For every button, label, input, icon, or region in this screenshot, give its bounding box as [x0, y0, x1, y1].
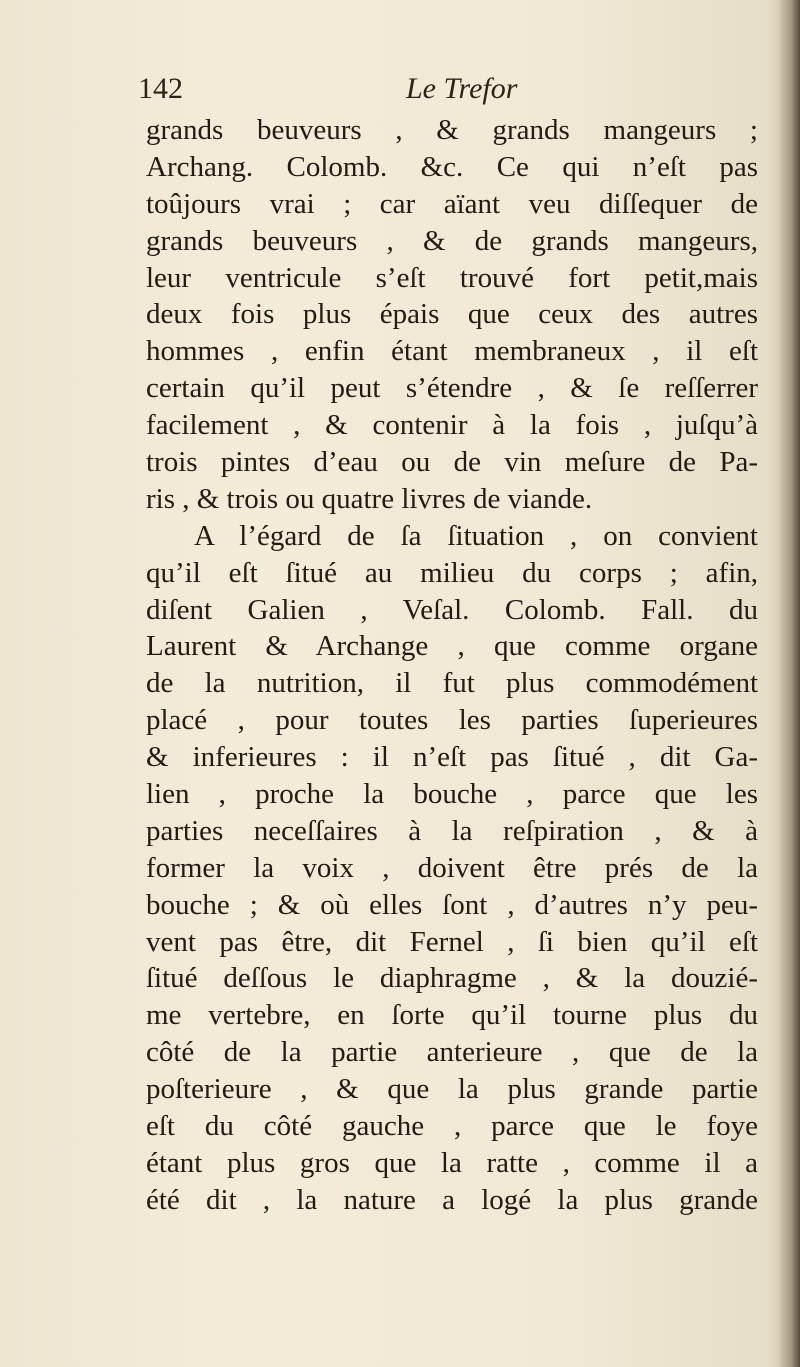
text-line: facilement , & contenir à la fois , juſqu’à — [146, 409, 758, 442]
text-line: hommes , enfin étant membraneux , il eſt — [146, 335, 758, 368]
text-line: parties neceſſaires à la reſpiration , & à — [146, 814, 758, 847]
text-line: Archang. Colomb. &c. Ce qui n’eſt pas — [146, 150, 758, 183]
text-line: poſterieure , & que la plus grande partie — [146, 1073, 758, 1106]
text-line: trois pintes d’eau ou de vin meſure de Pa- — [146, 446, 758, 479]
text-line: lien , proche la bouche , parce que les — [146, 778, 758, 811]
running-title: Le Trefor — [406, 72, 518, 105]
text-line: deux fois plus épais que ceux des autres — [146, 298, 758, 331]
text-line: diſent Galien , Veſal. Colomb. Fall. du — [146, 593, 758, 626]
text-line: de la nutrition, il fut plus commodément — [146, 667, 758, 700]
page-gutter-shadow — [778, 0, 800, 1367]
text-line: grands beuveurs , & de grands mangeurs, — [146, 224, 758, 257]
body-text — [146, 112, 758, 1219]
text-line: certain qu’il peut s’étendre , & ſe reſſerrer — [146, 372, 758, 405]
paragraph-first-line: A l’égard de ſa ſituation , on convient — [194, 519, 758, 552]
text-line: leur ventricule s’eſt trouvé fort petit,mais — [146, 261, 758, 294]
text-line: toûjours vrai ; car aïant veu diſſequer de — [146, 187, 758, 220]
text-line: été dit , la nature a logé la plus grande — [146, 1183, 758, 1216]
text-line: qu’il eſt ſitué au milieu du corps ; afin, — [146, 556, 758, 589]
text-line: grands beuveurs , & grands mangeurs ; — [146, 114, 758, 146]
text-line: placé , pour toutes les parties ſuperieures — [146, 704, 758, 737]
text-line: eſt du côté gauche , parce que le foye — [146, 1110, 758, 1143]
page-header — [138, 72, 778, 112]
text-line: étant plus gros que la ratte , comme il a — [146, 1146, 758, 1179]
text-line: former la voix , doivent être prés de la — [146, 851, 758, 884]
text-line: vent pas être, dit Fernel , ſi bien qu’il eſt — [146, 925, 758, 958]
text-line: bouche ; & où elles ſont , d’autres n’y peu- — [146, 888, 758, 921]
text-line: ſitué deſſous le diaphragme , & la douzié- — [146, 962, 758, 995]
page-number: 142 — [138, 72, 183, 105]
text-line: côté de la partie anterieure , que de la — [146, 1036, 758, 1069]
text-line: me vertebre, en ſorte qu’il tourne plus du — [146, 999, 758, 1032]
text-line: & inferieures : il n’eſt pas ſitué , dit Ga- — [146, 741, 758, 774]
text-line: Laurent & Archange , que comme organe — [146, 630, 758, 663]
text-line: ris , & trois ou quatre livres de viande. — [146, 482, 593, 515]
